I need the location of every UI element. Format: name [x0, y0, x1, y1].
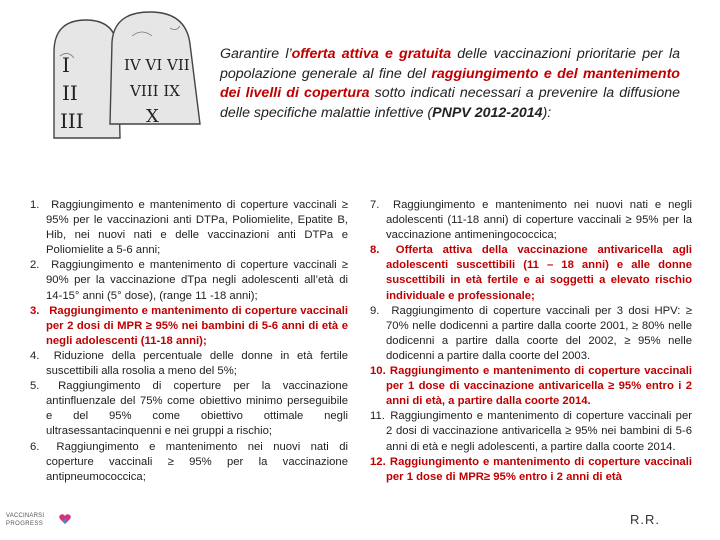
objective-text: Raggiungimento e mantenimento di coperture vaccinali ≥ 90% per la vaccinazione dTpa negli adolescenti all’età di 14-15° anni (5° dose), (range 11 -18 anni); — [46, 259, 349, 302]
objective-number: 8. — [370, 244, 380, 257]
objective-item — [30, 440, 348, 485]
vaccinarsi-logo — [6, 510, 76, 538]
objective-text: Offerta attiva della vaccinazione antivaricella agli adolescenti suscettibili (11 – 18 anni) e alle donne suscettibili in età fertile e ai soggetti a elevato rischio individuale e professionale; — [386, 244, 693, 302]
tablet-right-line-2: VIII IX — [130, 82, 180, 100]
intro-text-4: ): — [542, 104, 552, 121]
author-initials: R.R. — [630, 512, 660, 527]
tablet-left-line-1: I — [62, 53, 70, 77]
objective-item — [30, 349, 348, 379]
objective-number: 5. — [30, 380, 40, 393]
logo-text-2: PROGRESS — [6, 521, 44, 527]
tablet-right-line-1: IV VI VII — [124, 56, 190, 74]
objective-number: 11. — [370, 410, 385, 423]
tablet-left-line-2: II — [62, 81, 78, 105]
objective-item — [370, 364, 692, 409]
objective-number: 1. — [30, 199, 40, 211]
objective-text: Raggiungimento e mantenimento nei nuovi nati di coperture vaccinali ≥ 95% per la vaccinazione antipneumococcica; — [46, 440, 348, 483]
objective-item — [370, 304, 692, 364]
objective-item — [30, 304, 348, 349]
objective-text: Raggiungimento e mantenimento nei nuovi nati e negli adolescenti (11-18 anni) di coperture vaccinali ≥ 95% per la vaccinazione antimeningococcica; — [386, 199, 693, 242]
objective-number: 10. — [370, 365, 386, 378]
objective-number: 6. — [30, 440, 40, 453]
objective-number: 4. — [30, 349, 40, 362]
objective-text: Raggiungimento e mantenimento di coperture vaccinali ≥ 95% per le vaccinazioni anti DTPa, Poliomielite, Epatite B, Hib, nei nuovi nati e delle vaccinazioni anti DTPa e Poliomielite a 5-6 anni; — [46, 199, 349, 257]
objective-text: Raggiungimento e mantenimento di coperture vaccinali per 2 dosi di MPR ≥ 95% nei bambini di 5-6 anni di età e negli adolescenti (11-18 anni); — [46, 304, 349, 347]
intro-text-1: Garantire l’ — [220, 46, 292, 62]
objective-number: 12. — [370, 455, 386, 468]
objectives-list-left — [30, 198, 348, 485]
intro-em-offer: offerta attiva e gratuita — [291, 46, 452, 62]
heart-icon — [58, 512, 72, 526]
objective-text: Raggiungimento e mantenimento di coperture vaccinali per 1 dose di vaccinazione antivaricella ≥ 95% entro i 2 anni di età, a partire dalla coorte 2014. — [386, 365, 692, 408]
objective-number: 9. — [370, 304, 380, 317]
objective-text: Raggiungimento e mantenimento di coperture vaccinali per 2 dosi di vaccinazione antivaricella ≥ 95% nei bambini di 5-6 anni di età e negli adolescenti, a partire dalla coorte 2014. — [386, 410, 692, 453]
intro-pnpv: PNPV 2012-2014 — [432, 104, 543, 121]
objective-item — [370, 243, 692, 303]
intro-text-3: sotto indicati necessari a prevenire la diffusione delle specifiche malattie infettive ( — [220, 85, 681, 121]
objectives-list-right — [370, 198, 692, 485]
objective-item — [370, 455, 692, 485]
intro-text-2: delle vaccinazioni prioritarie per la popolazione generale al fine del — [220, 46, 680, 82]
objective-item — [30, 198, 348, 258]
objective-item — [30, 379, 348, 439]
objective-text: Raggiungimento di coperture vaccinali per 3 dosi HPV: ≥ 70% nelle dodicenni a partire dalla coorte 2001, ≥ 80% nelle dodicenni a partire dalla coorte del 2002, ≥ 95% nelle dodicenni a partire dalla coorte del 2003. — [386, 304, 692, 362]
logo-text-1: VACCINARSI — [6, 513, 45, 519]
objective-number: 2. — [30, 259, 40, 272]
objective-text: Raggiungimento di coperture per la vaccinazione antinfluenzale del 75% come obiettivo minimo perseguibile e del 95% come obiettivo ottimale negli ultrasessantacinquenni e nei gruppi a rischio; — [46, 380, 349, 438]
intro-em-coverage: raggiungimento e del mantenimento dei livelli di copertura — [220, 65, 680, 101]
objective-item — [370, 198, 692, 243]
stone-tablets-illustration — [40, 6, 212, 144]
objective-text: Raggiungimento e mantenimento di coperture vaccinali per 1 dose di MPR≥ 95% entro i 2 anni di età — [386, 455, 692, 483]
objective-number: 7. — [370, 199, 380, 211]
tablet-right-line-3: X — [146, 106, 159, 127]
objective-number: 3. — [30, 304, 40, 317]
objective-text: Riduzione della percentuale delle donne in età fertile suscettibili alla rosolia a meno del 5%; — [46, 349, 348, 378]
tablet-left-line-3: III — [60, 109, 84, 133]
intro-paragraph — [220, 45, 680, 123]
objective-item — [30, 258, 348, 303]
objective-item — [370, 409, 692, 454]
